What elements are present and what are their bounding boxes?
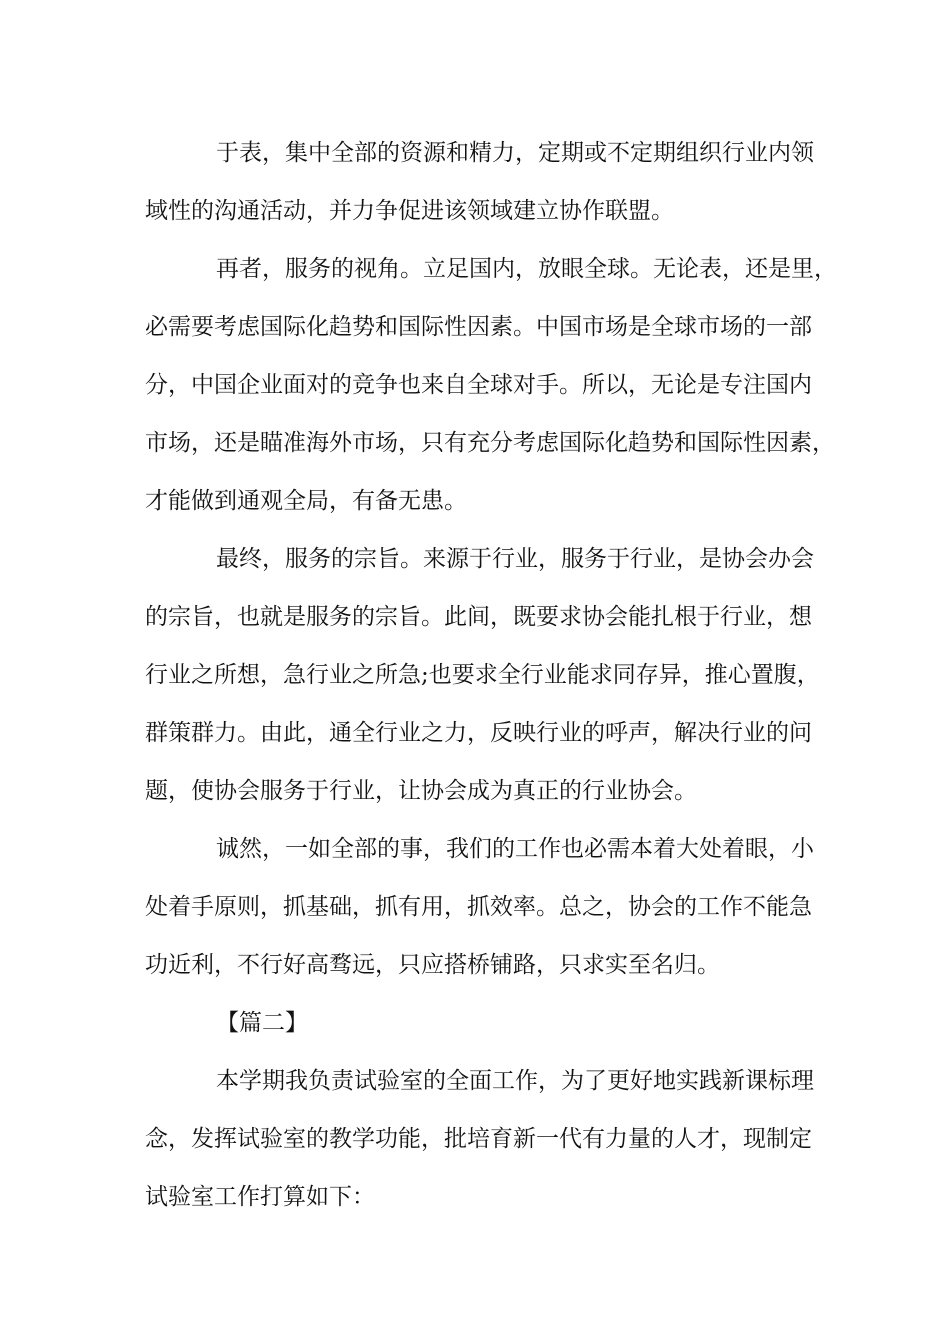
text-line: 才能做到通观全局，有备无患。 (145, 488, 467, 514)
text-line: 诚然，一如全部的事，我们的工作也必需本着大处着眼，小 (216, 836, 814, 862)
section-heading: 【篇二】 (216, 1010, 308, 1036)
text-line: 念，发挥试验室的教学功能，批培育新一代有力量的人才，现制定 (145, 1126, 812, 1152)
text-line: 行业之所想，急行业之所急;也要求全行业能求同存异，推心置腹， (145, 662, 820, 688)
text-line: 最终，服务的宗旨。来源于行业，服务于行业，是协会办会 (216, 546, 814, 572)
text-line: 的宗旨，也就是服务的宗旨。此间，既要求协会能扎根于行业，想 (145, 604, 812, 630)
text-line: 题，使协会服务于行业，让协会成为真正的行业协会。 (145, 778, 697, 804)
text-line: 再者，服务的视角。立足国内，放眼全球。无论表，还是里， (216, 256, 837, 282)
text-line: 功近利，不行好高骛远，只应搭桥铺路，只求实至名归。 (145, 952, 720, 978)
text-line: 试验室工作打算如下： (145, 1184, 375, 1210)
text-line: 于表，集中全部的资源和精力，定期或不定期组织行业内领 (216, 140, 814, 166)
text-line: 域性的沟通活动，并力争促进该领域建立协作联盟。 (145, 198, 674, 224)
document-body (145, 124, 837, 1226)
text-line: 处着手原则，抓基础，抓有用，抓效率。总之，协会的工作不能急 (145, 894, 812, 920)
text-line: 市场，还是瞄准海外市场，只有充分考虑国际化趋势和国际性因素， (145, 430, 835, 456)
text-line: 分，中国企业面对的竞争也来自全球对手。所以，无论是专注国内 (145, 372, 812, 398)
text-line: 本学期我负责试验室的全面工作，为了更好地实践新课标理 (216, 1068, 814, 1094)
text-line: 群策群力。由此，通全行业之力，反映行业的呼声，解决行业的问 (145, 720, 812, 746)
text-line: 必需要考虑国际化趋势和国际性因素。中国市场是全球市场的一部 (145, 314, 812, 340)
